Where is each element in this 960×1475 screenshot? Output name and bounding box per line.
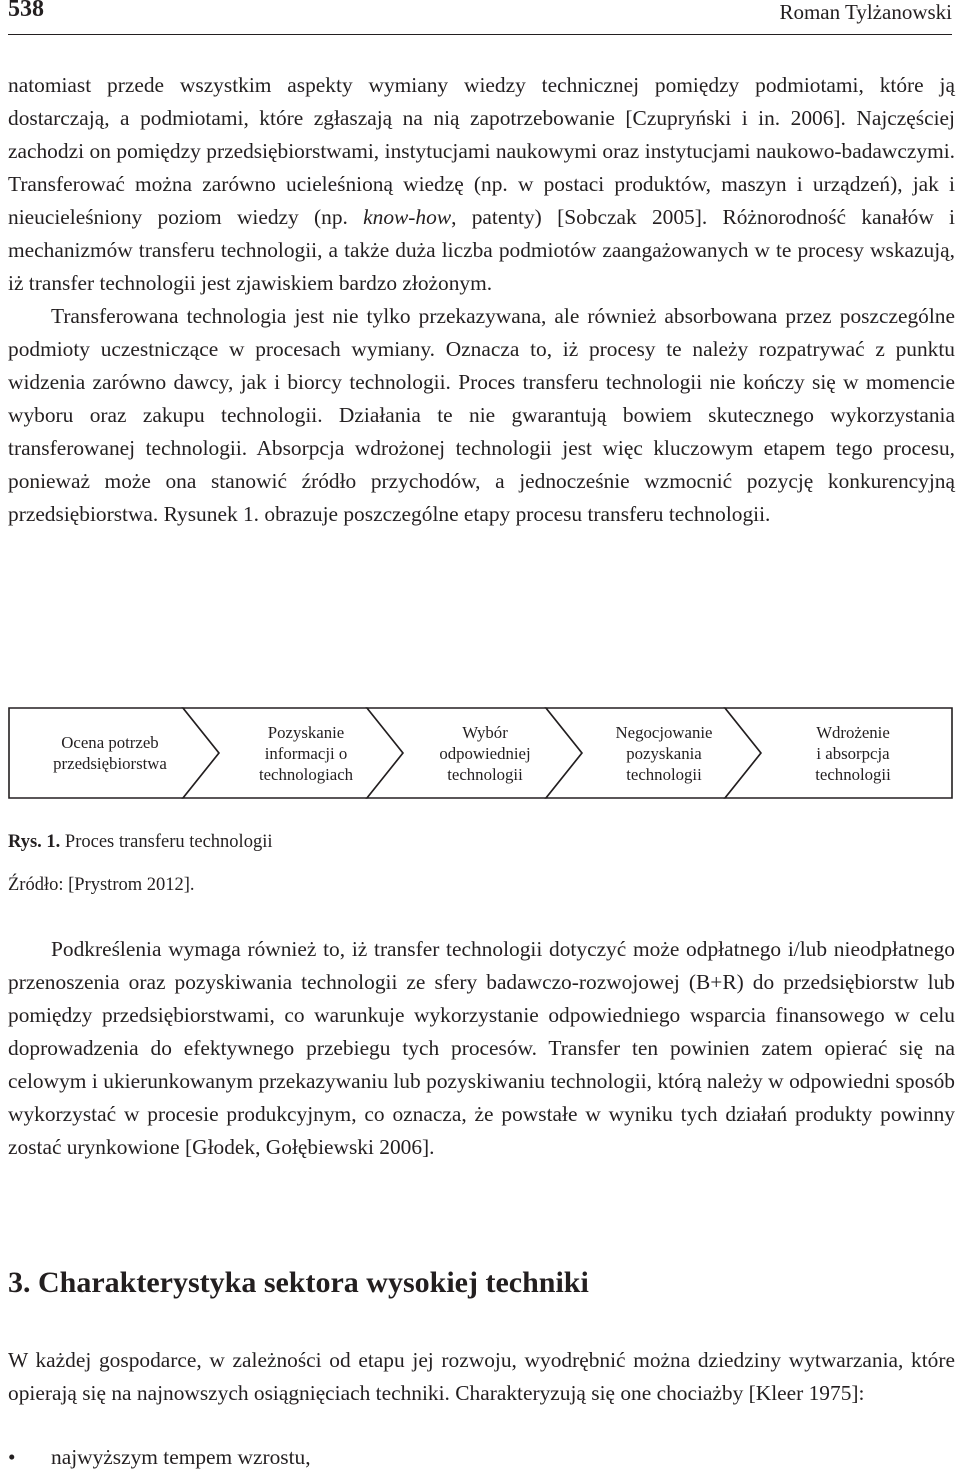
step-1-label — [20, 707, 200, 799]
step-3-line-1: Wybór — [462, 722, 508, 742]
step-4-label — [584, 707, 744, 799]
process-diagram — [8, 707, 953, 799]
step-4-line-1: Negocjowanie — [615, 722, 713, 742]
step-1-line-1: Ocena potrzeb — [61, 733, 159, 752]
figure-source: Źródło: [Prystrom 2012]. — [8, 875, 195, 895]
step-5-line-2: i absorpcja — [816, 743, 890, 763]
paragraph-2: Transferowana technologia jest nie tylko przekazywana, ale również absorbowana przez poszczególne podmioty uczestniczące w procesach wymiany. Oznacza to, iż procesy te należy rozpatrywać z punktu widzenia zarówno dawcy, jak i biorcy technologii. Proces transferu technologii nie kończy się w momencie wyboru oraz zakupu technologii. Działania te nie gwarantują bowiem skutecznego wykorzystania transferowanej technologii. Absorpcja wdrożonej technologii jest więc kluczowym etapem tego procesu, ponieważ może ona stanowić źródło przychodów, a jednocześnie wzmocnić pozycję konkurencyjną przedsiębiorstwa. Rysunek 1. obrazuje poszczególne etapy procesu transferu technologii. — [8, 304, 955, 526]
bullet-symbol: • — [8, 1445, 16, 1469]
step-4-line-3: technologii — [626, 764, 702, 784]
paragraph-1 — [8, 69, 955, 300]
figure-caption-text: Proces transferu technologii — [60, 832, 273, 852]
step-4-line-2: pozyskania — [626, 743, 702, 763]
paragraph-3: Podkreślenia wymaga również to, iż transfer technologii dotyczyć może odpłatnego i/lub nieodpłatnego przenoszenia oraz pozyskiwania technologii ze sfery badawczo-rozwojowej (B+R) do przedsiębiorstw lub pomiędzy przedsiębiorstwami, co warunkuje wykorzystanie odpowiedniego wsparcia finansowego w celu doprowadzenia do efektywnego przebiegu tych procesów. Transfer ten powinien zatem opierać się na celowym i ukierunkowanym przekazywaniu lub pozyskiwaniu technologii, którą należy w odpowiedni sposób wykorzystać w procesie produkcyjnym, co oznacza, że powstałe w wyniku tych działań produkty powinny zostać urynkowione [Głodek, Gołębiewski 2006]. — [8, 937, 955, 1159]
step-2-line-2: informacji o — [264, 743, 348, 763]
paragraph-1-text-a: natomiast przede wszystkim aspekty wymiany wiedzy technicznej pomiędzy podmiotami, które ją dostarczają, a podmiotami, które zgłaszają na nią zapotrzebowanie [Czupryński i in. 2006]. Najczęściej zachodzi on pomiędzy przedsiębiorstwami, instytucjami naukowymi oraz instytucjami naukowo-badawczymi. Transferować można zarówno ucieleśnioną wiedzę (np. w postaci produktów, maszyn i urządzeń), jak i nieucieleśniony poziom wiedzy (np. — [8, 73, 955, 229]
running-head-author: Roman Tylżanowski — [779, 0, 952, 24]
page-number: 538 — [8, 0, 44, 22]
step-3-line-3: technologii — [447, 764, 523, 784]
list-item-text: najwyższym tempem wzrostu, — [51, 1445, 311, 1469]
step-1-line-2: przedsiębiorstwa — [53, 754, 167, 773]
step-2-label — [221, 707, 391, 799]
paragraph-1-text-b: , patenty) [Sobczak 2005]. Różnorodność kanałów i mechanizmów transferu technologii, a także duża liczba podmiotów zaangażowanych w te procesy wskazują, iż transfer technologii jest zjawiskiem bardzo złożonym. — [8, 205, 955, 295]
page-header — [8, 0, 952, 35]
step-5-line-3: technologii — [815, 764, 891, 784]
step-3-line-2: odpowiedniej — [439, 743, 531, 763]
bullet-list — [8, 1441, 311, 1474]
body-section-1 — [8, 69, 955, 531]
step-2-line-1: Pozyskanie — [267, 722, 345, 742]
figure-caption-label: Rys. 1. — [8, 832, 61, 852]
section-heading: 3. Charakterystyka sektora wysokiej techniki — [8, 1266, 589, 1299]
step-3-label — [405, 707, 565, 799]
list-item — [8, 1441, 311, 1474]
step-2-line-3: technologiach — [258, 764, 354, 784]
figure-caption — [8, 832, 272, 853]
step-5-line-1: Wdrożenie — [816, 722, 890, 742]
body-section-2 — [8, 933, 955, 1164]
step-5-label — [768, 707, 938, 799]
know-how-term: know-how — [363, 205, 452, 229]
body-section-3 — [8, 1344, 955, 1410]
paragraph-4: W każdej gospodarce, w zależności od etapu jej rozwoju, wyodrębnić można dziedziny wytwarzania, które opierają się na najnowszych osiągnięciach techniki. Charakteryzują się one chociażby [Kleer 1975]: — [8, 1348, 955, 1405]
